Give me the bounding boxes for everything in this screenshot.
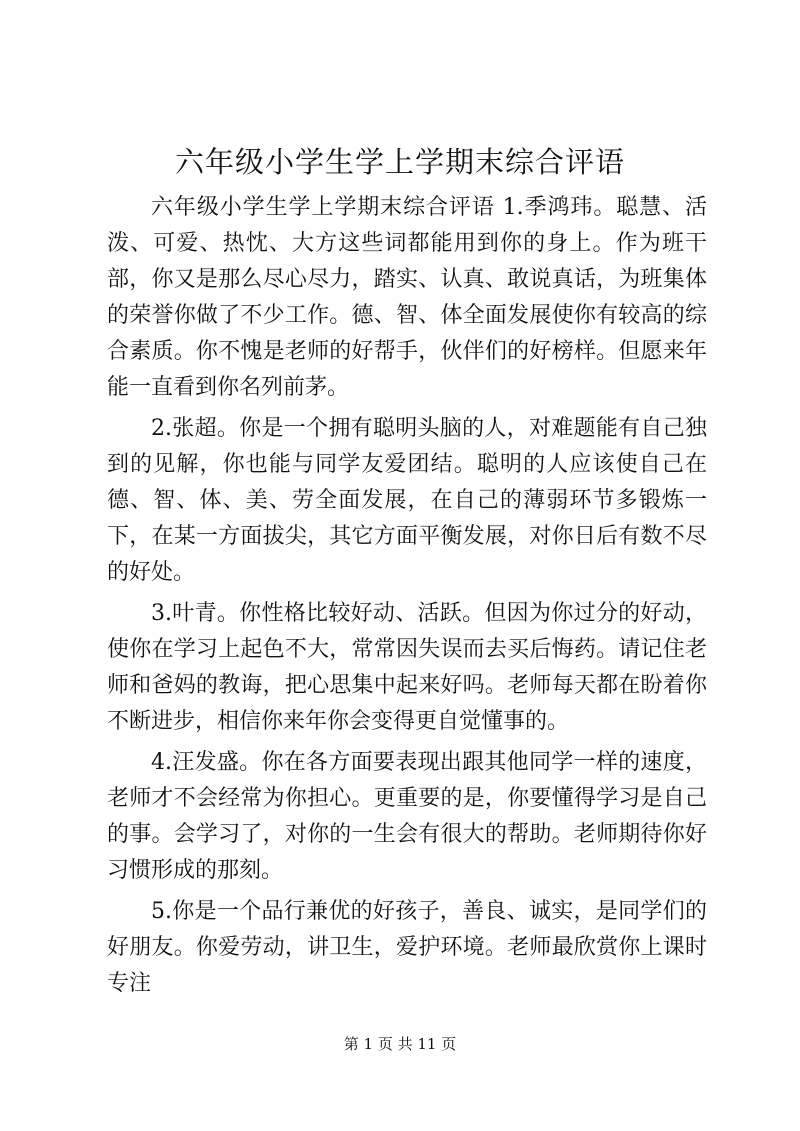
document-title: 六年级小学生学上学期末综合评语: [174, 145, 625, 179]
document-body: [107, 190, 707, 1007]
page-number-footer: 第 1 页 共 11 页: [343, 1035, 457, 1053]
paragraph-3: 3.叶青。你性格比较好动、活跃。但因为你过分的好动，使你在学习上起色不大，常常因失误而去买后悔药。请记住老师和爸妈的教诲，把心思集中起来好吗。老师每天都在盼着你不断进步，相信你来年你会变得更自觉懂事的。: [107, 601, 707, 734]
paragraph-5: 5.你是一个品行兼优的好孩子，善良、诚实，是同学们的好朋友。你爱劳动，讲卫生，爱护环境。老师最欣赏你上课时专注: [107, 899, 707, 996]
paragraph-2: 2.张超。你是一个拥有聪明头脑的人，对难题能有自己独到的见解，你也能与同学友爱团结。聪明的人应该使自己在德、智、体、美、劳全面发展，在自己的薄弱环节多锻炼一下，在某一方面拔尖，其它方面平衡发展，对你日后有数不尽的好处。: [107, 416, 707, 585]
paragraph-1: 六年级小学生学上学期末综合评语 1.季鸿玮。聪慧、活泼、可爱、热忱、大方这些词都能用到你的身上。作为班干部，你又是那么尽心尽力，踏实、认真、敢说真话，为班集体的荣誉你做了不少工作。德、智、体全面发展使你有较高的综合素质。你不愧是老师的好帮手，伙伴们的好榜样。但愿来年能一直看到你名列前茅。: [107, 195, 707, 400]
paragraph-4: 4.汪发盛。你在各方面要表现出跟其他同学一样的速度，老师才不会经常为你担心。更重要的是，你要懂得学习是自己的事。会学习了，对你的一生会有很大的帮助。老师期待你好习惯形成的那刻。: [107, 750, 707, 883]
